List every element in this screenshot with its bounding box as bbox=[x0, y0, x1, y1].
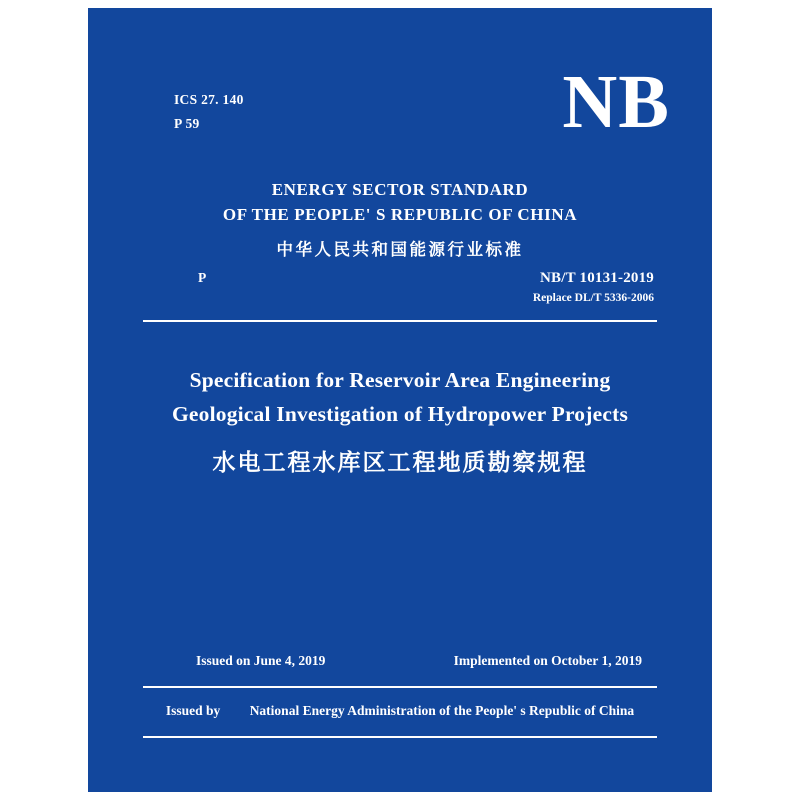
document-title-en-line2: Geological Investigation of Hydropower Projects bbox=[171, 402, 629, 427]
divider-middle bbox=[143, 686, 657, 688]
issuer-row bbox=[88, 703, 712, 719]
standard-header-line1: ENERGY SECTOR STANDARD bbox=[271, 180, 529, 199]
standard-prefix: P bbox=[198, 270, 207, 285]
nb-logo: NB bbox=[562, 60, 670, 144]
implemented-on-date: Implemented on October 1, 2019 bbox=[453, 653, 642, 668]
standard-header-chinese: 中华人民共和国能源行业标准 bbox=[276, 240, 524, 260]
category-code: P 59 bbox=[174, 115, 200, 131]
standard-header bbox=[88, 178, 712, 260]
issued-on-date: Issued on June 4, 2019 bbox=[196, 653, 326, 668]
standard-header-line2: OF THE PEOPLE' S REPUBLIC OF CHINA bbox=[222, 204, 578, 224]
dates-row bbox=[88, 653, 712, 677]
issuer-name: National Energy Administration of the People' s Republic of China bbox=[249, 703, 635, 718]
divider-top bbox=[143, 320, 657, 322]
divider-bottom bbox=[143, 736, 657, 738]
issuer-label: Issued by bbox=[165, 703, 221, 718]
standard-replaces: Replace DL/T 5336-2006 bbox=[532, 292, 654, 304]
document-title bbox=[128, 363, 672, 477]
classification-block bbox=[174, 88, 244, 135]
document-title-chinese: 水电工程水库区工程地质勘察规程 bbox=[212, 449, 588, 476]
standard-cover bbox=[88, 8, 712, 792]
standard-number: NB/T 10131-2019 bbox=[540, 270, 654, 286]
standard-code-block bbox=[533, 270, 654, 304]
ics-code: ICS 27. 140 bbox=[174, 92, 244, 107]
standard-code-row bbox=[88, 270, 712, 312]
document-title-en-line1: Specification for Reservoir Area Engineering bbox=[189, 368, 611, 392]
